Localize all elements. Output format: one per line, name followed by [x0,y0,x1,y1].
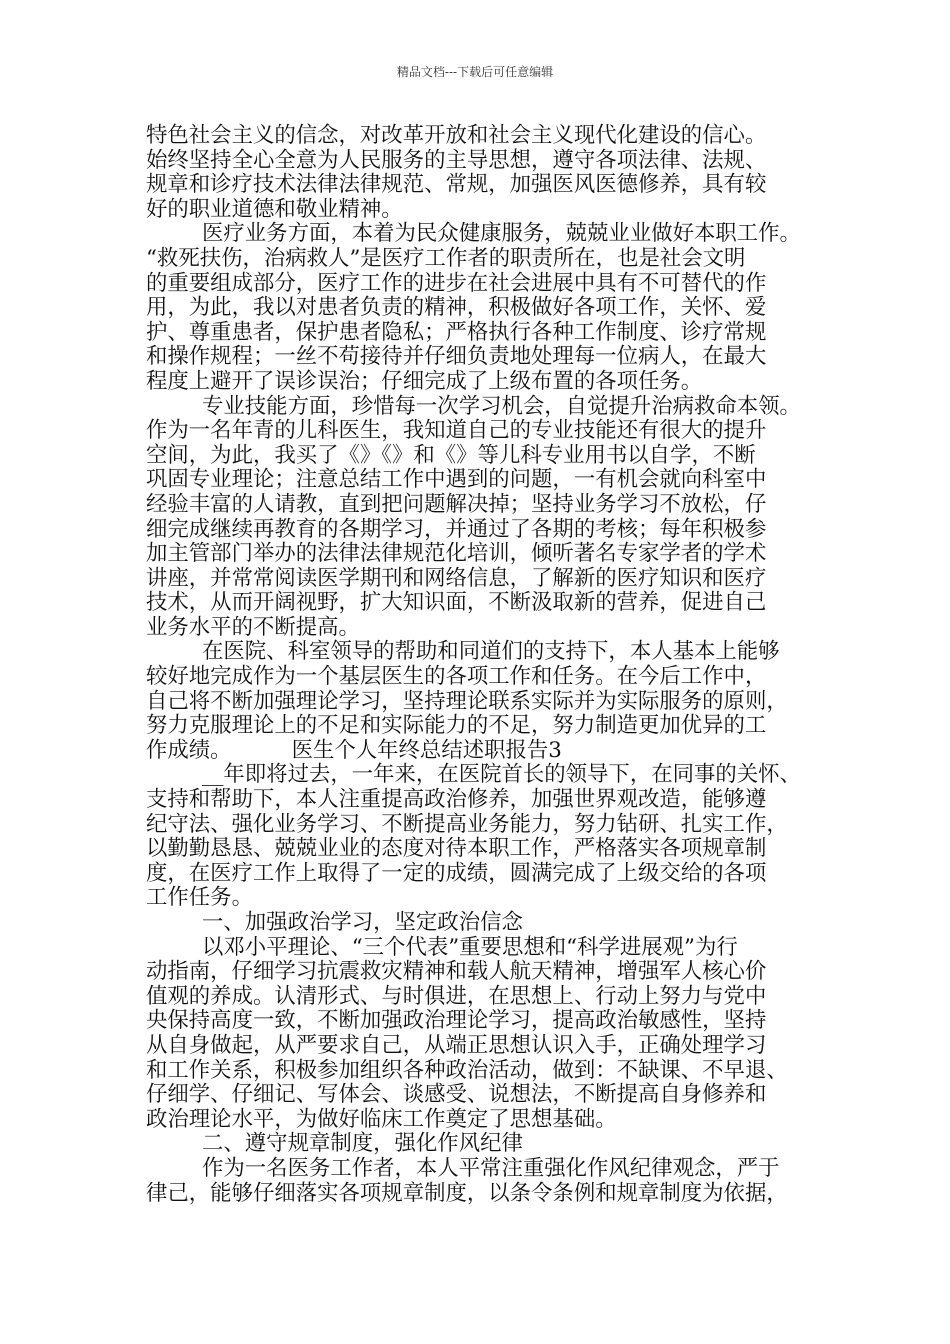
text-line-content: 和工作关系，积极参加组织各种政治活动，做到：不缺课、不早退、 [146,1057,788,1083]
text-line-content: 专业技能方面，珍惜每一次学习机会，自觉提升治病救命本领。 [202,393,801,419]
text-line-content: 律己，能够仔细落实各项规章制度，以条令条例和规章制度为依据， [146,1180,788,1206]
text-line [146,321,836,346]
text-line [146,198,836,223]
text-line-content: 努力克服理论上的不足和实际能力的不足，努力制造更加优异的工 [146,713,767,739]
text-line-content: 自己将不断加强理论学习，坚持理论联系实际并为实际服务的原则， [146,688,788,714]
text-line [146,124,836,149]
text-line [146,222,836,247]
text-line-content: 好的职业道德和敬业精神。 [146,196,403,222]
text-line [146,862,836,887]
text-line [146,886,836,911]
text-line [146,1059,836,1084]
text-line [146,468,836,493]
text-line [146,493,836,518]
text-line-content: 始终坚持全心全意为人民服务的主导思想，遵守各项法律、法规、 [146,147,767,173]
text-line-content: 作为一名医务工作者，本人平常注重强化作风纪律观念，严于 [202,1155,780,1181]
text-line [146,542,836,567]
text-line-content: 经验丰富的人请教，直到把问题解决掉；坚持业务学习不放松，仔 [146,491,767,517]
text-line [146,837,836,862]
text-line [146,518,836,543]
text-line [146,788,836,813]
text-line-content: 规章和诊疗技术法律法律规范、常规，加强医风医德修养，具有较 [146,172,767,198]
text-line-content: 和操作规程；一丝不苟接待并仔细负责地处理每一位病人，在最大 [146,344,767,370]
text-line [146,714,836,739]
text-line-content: 作成绩。 [146,737,232,763]
document-body [146,124,836,1206]
text-line-content: 护、尊重患者，保护患者隐私；严格执行各种工作制度、诊疗常规 [146,319,767,345]
text-line [146,1132,836,1157]
text-line-content: 度，在医疗工作上取得了一定的成绩，圆满完成了上级交给的各项 [146,860,767,886]
text-line [146,591,836,616]
text-line-content: 工作任务。 [146,885,253,911]
text-line [146,1182,836,1207]
section-title: 医生个人年终总结述职报告3 [291,737,562,763]
text-line [146,395,836,420]
text-line-content: 支持和帮助下，本人注重提高政治修养，加强世界观改造，能够遵 [146,787,767,813]
text-line [146,616,836,641]
text-line-content: 较好地完成作为一个基层医生的各项工作和任务。在今后工作中， [146,664,767,690]
text-line [146,567,836,592]
text-line-content: 技术，从而开阔视野，扩大知识面，不断汲取新的营养，促进自己 [146,590,767,616]
text-line-content: 以邓小平理论、“三个代表”重要思想和“科学进展观”为行 [202,934,738,960]
text-line-content: “救死扶伤，治病救人”是医疗工作者的职责所在，也是社会文明 [146,245,746,271]
text-line-content: __年即将过去，一年来，在医院首长的领导下，在同事的关怀、 [202,762,801,788]
text-line-content: 纪守法、强化业务学习、不断提高业务能力，努力钻研、扎实工作， [146,811,788,837]
text-line [146,985,836,1010]
text-line-content: 以勤勤恳恳、兢兢业业的态度对待本职工作，严格落实各项规章制 [146,836,767,862]
text-line [146,444,836,469]
text-line [146,911,836,936]
text-line [146,173,836,198]
text-line [146,960,836,985]
text-line [146,419,836,444]
text-line [146,247,836,272]
text-line [146,296,836,321]
text-line [146,272,836,297]
text-line-content: 业务水平的不断提高。 [146,614,360,640]
text-line-content: 医疗业务方面，本着为民众健康服务，兢兢业业做好本职工作。 [202,221,801,247]
text-line [146,936,836,961]
text-line [146,1108,836,1133]
text-line-content: 特色社会主义的信念，对改革开放和社会主义现代化建设的信心。 [146,123,767,148]
text-line-content: 二、遵守规章制度，强化作风纪律 [202,1131,523,1157]
text-line [146,739,836,764]
text-line-content: 加主管部门举办的法律法律规范化培训，倾听著名专家学者的学术 [146,541,767,567]
text-line-content: 一、加强政治学习，坚定政治信念 [202,910,523,935]
text-line-content: 央保持高度一致，不断加强政治理论学习，提高政治敏感性，坚持 [146,1008,767,1034]
text-line-content: 仔细学、仔细记、写体会、谈感受、说想法，不断提高自身修养和 [146,1082,767,1108]
text-line-content: 空间，为此，我买了《》《》和《》等儿科专业用书以自学，不断 [146,442,756,468]
text-line-content: 讲座，并常常阅读医学期刊和网络信息，了解新的医疗知识和医疗 [146,565,767,591]
text-line [146,665,836,690]
text-line [146,1083,836,1108]
text-line-content: 巩固专业理论；注意总结工作中遇到的问题，一有机会就向科室中 [146,467,767,493]
text-line-content: 从自身做起，从严要求自己，从端正思想认识入手，正确处理学习 [146,1032,767,1058]
text-line-content: 在医院、科室领导的帮助和同道们的支持下，本人基本上能够 [202,639,780,665]
text-line [146,1157,836,1182]
text-line [146,763,836,788]
text-line-content: 动指南，仔细学习抗震救灾精神和载人航天精神，增强军人核心价 [146,959,767,985]
text-line-content: 作为一名年青的儿科医生，我知道自己的专业技能还有很大的提升 [146,418,767,444]
text-line-content: 程度上避开了误诊误治；仔细完成了上级布置的各项任务。 [146,368,703,394]
text-line [146,640,836,665]
text-line [146,345,836,370]
text-line [146,690,836,715]
text-line [146,813,836,838]
text-line-content: 细完成继续再教育的各期学习，并通过了各期的考核；每年积极参 [146,516,767,542]
text-line-content: 政治理论水平，为做好临床工作奠定了思想基础。 [146,1106,617,1132]
page-header: 精品文档---下载后可任意编辑 [396,65,554,79]
text-line-content: 用，为此，我以对患者负责的精神，积极做好各项工作，关怀、爱 [146,295,767,321]
text-line [146,370,836,395]
text-line [146,1034,836,1059]
text-line [146,149,836,174]
text-line-content: 值观的养成。认清形式、与时俱进，在思想上、行动上努力与党中 [146,983,767,1009]
text-line-content: 的重要组成部分，医疗工作的进步在社会进展中具有不可替代的作 [146,270,767,296]
text-line [146,1009,836,1034]
